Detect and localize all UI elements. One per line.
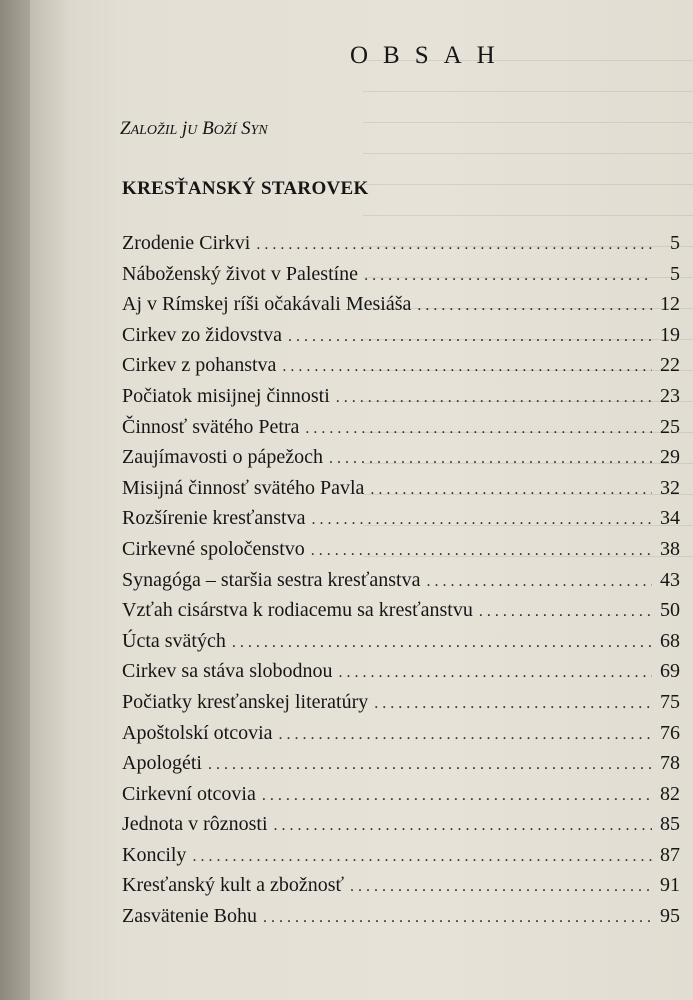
toc-entry [122, 477, 680, 508]
toc-entry [122, 691, 680, 722]
toc-entry-title: Zasvätenie Bohu [122, 905, 257, 928]
toc-entry [122, 569, 680, 600]
toc-entry-page: 38 [660, 537, 680, 560]
toc-entry-page: 32 [660, 476, 680, 499]
toc-entry [122, 783, 680, 814]
toc-entry-title: Počiatok misijnej činnosti [122, 384, 330, 407]
toc-entry-title: Zaujímavosti o pápežoch [122, 446, 324, 469]
toc-leader-dots [350, 878, 652, 896]
toc-entry-page: 91 [660, 874, 680, 897]
toc-entry [122, 507, 680, 538]
founded-by-line: ZALOŽIL jU BOŽÍ SYN [120, 118, 268, 139]
toc-entry-title: Cirkevní otcovia [122, 782, 256, 805]
section-title: KRESŤANSKÝ STAROVEK [122, 178, 369, 199]
toc-entry [122, 630, 680, 661]
toc-entry-page: 69 [660, 660, 680, 683]
toc-leader-dots [364, 267, 652, 285]
toc-leader-dots [279, 726, 652, 744]
toc-entry-title: Jednota v rôznosti [122, 813, 268, 836]
toc-entry [122, 263, 680, 294]
toc-leader-dots [262, 787, 652, 805]
toc-entry [122, 538, 680, 569]
toc-entry-title: Náboženský život v Palestíne [122, 262, 359, 285]
toc-leader-dots [374, 695, 652, 713]
toc-entry-page: 22 [660, 354, 680, 377]
toc-entry-page: 87 [660, 843, 680, 866]
toc-entry [122, 599, 680, 630]
toc-leader-dots [370, 481, 652, 499]
toc-entry-page: 19 [660, 323, 680, 346]
toc-entry-title: Zrodenie Cirkvi [122, 232, 251, 254]
toc-entry-page: 25 [660, 415, 680, 438]
toc-leader-dots [305, 420, 652, 438]
toc-entry-page: 75 [660, 690, 680, 713]
toc-leader-dots [232, 634, 652, 652]
toc-entry [122, 874, 680, 905]
toc-entry [122, 416, 680, 447]
toc-entry-page: 68 [660, 629, 680, 652]
toc-entry-page: 78 [660, 752, 680, 775]
toc-entry-title: Vzťah cisárstva k rodiacemu sa kresťanstvu [122, 599, 473, 622]
toc-entry [122, 324, 680, 355]
book-page [30, 0, 693, 1000]
toc-entry [122, 905, 680, 936]
toc-leader-dots [274, 817, 652, 835]
toc-entry-title: Kresťanský kult a zbožnosť [122, 874, 345, 897]
toc-entry-title: Cirkev zo židovstva [122, 323, 282, 346]
toc-entry-title: Cirkev z pohanstva [122, 354, 277, 377]
toc-entry [122, 293, 680, 324]
toc-entry-title: Cirkevné spoločenstvo [122, 537, 305, 560]
toc-entry-title: Aj v Rímskej ríši očakávali Mesiáša [122, 293, 412, 316]
toc-entry-page: 12 [660, 293, 680, 316]
toc-entry [122, 385, 680, 416]
toc-entry [122, 354, 680, 385]
toc-entry [122, 844, 680, 875]
toc-entry-page: 85 [660, 813, 680, 836]
toc-entry-page: 43 [660, 568, 680, 591]
toc-entry [122, 813, 680, 844]
toc-entry-title: Činnosť svätého Petra [122, 415, 300, 438]
toc-entry-title: Rozšírenie kresťanstva [122, 507, 306, 530]
toc-entry [122, 446, 680, 477]
toc-leader-dots [417, 297, 652, 315]
toc-entry-title: Synagóga – staršia sestra kresťanstva [122, 568, 421, 591]
toc-leader-dots [263, 909, 652, 927]
toc-entry-title: Cirkev sa stáva slobodnou [122, 660, 333, 683]
table-of-contents [122, 232, 680, 936]
toc-entry-page: 5 [670, 262, 680, 285]
toc-entry-page: 34 [660, 507, 680, 530]
toc-leader-dots [282, 358, 652, 376]
page-heading: OBSAH [350, 42, 510, 69]
toc-entry-page: 82 [660, 782, 680, 805]
toc-entry-page: 95 [660, 905, 680, 928]
toc-entry-title: Počiatky kresťanskej literatúry [122, 690, 369, 713]
toc-entry-title: Misijná činnosť svätého Pavla [122, 476, 365, 499]
toc-entry [122, 232, 680, 263]
toc-leader-dots [339, 664, 652, 682]
toc-entry [122, 660, 680, 691]
toc-leader-dots [208, 756, 652, 774]
toc-entry-title: Úcta svätých [122, 629, 226, 652]
toc-entry-page: 50 [660, 599, 680, 622]
toc-entry-page: 23 [660, 384, 680, 407]
toc-entry [122, 752, 680, 783]
toc-leader-dots [288, 328, 652, 346]
toc-leader-dots [329, 450, 652, 468]
toc-leader-dots [479, 603, 652, 621]
toc-entry-title: Koncily [122, 843, 187, 866]
toc-leader-dots [311, 542, 652, 560]
toc-leader-dots [256, 236, 652, 254]
toc-entry-title: Apologéti [122, 752, 202, 775]
toc-entry-page: 29 [660, 446, 680, 469]
toc-leader-dots [336, 389, 652, 407]
toc-entry [122, 722, 680, 753]
toc-entry-title: Apoštolskí otcovia [122, 721, 273, 744]
toc-leader-dots [192, 848, 652, 866]
toc-entry-page: 5 [670, 232, 680, 254]
toc-leader-dots [426, 573, 652, 591]
toc-leader-dots [312, 511, 653, 529]
toc-entry-page: 76 [660, 721, 680, 744]
